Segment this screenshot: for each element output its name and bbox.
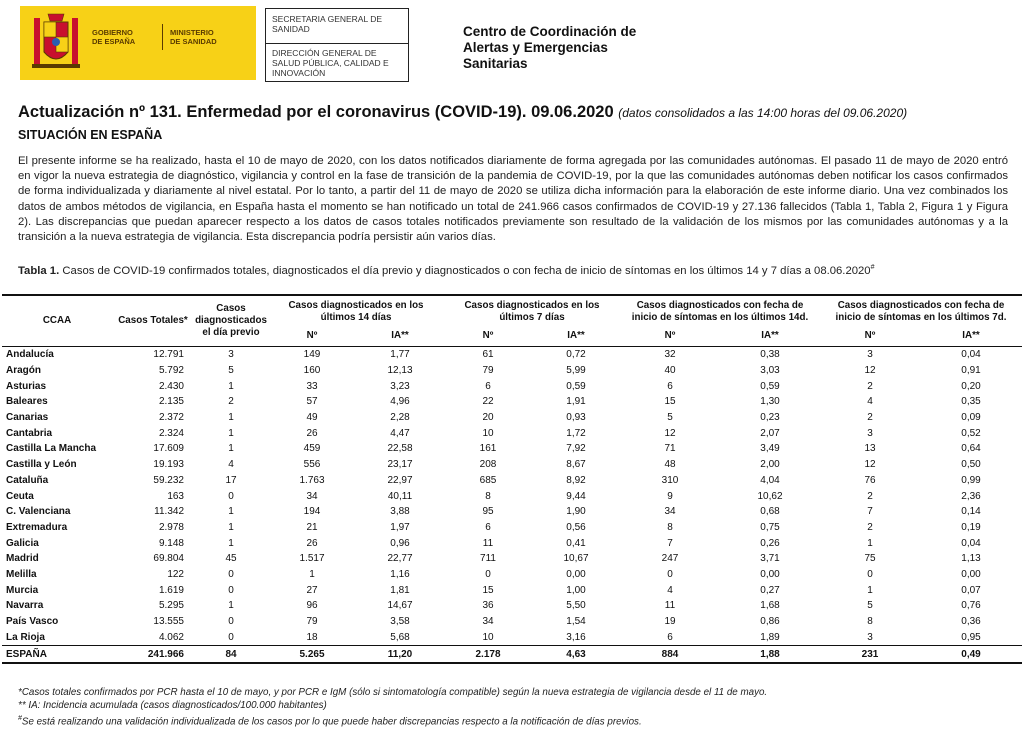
table-cell: 2,00	[760, 459, 780, 471]
subheader-n: Nº	[444, 326, 532, 347]
table-row	[2, 488, 1022, 504]
table-cell: 1.619	[158, 584, 184, 596]
table-cell: 0	[228, 631, 234, 643]
table-cell: 2	[867, 490, 873, 502]
table-cell: 1.517	[299, 553, 325, 565]
table-cell: 1	[867, 537, 873, 549]
subheader-n: Nº	[820, 326, 920, 347]
table-row	[2, 378, 1022, 394]
table-cell: 0,26	[760, 537, 780, 549]
table-cell: 5	[867, 600, 873, 612]
table-cell: 7	[867, 506, 873, 518]
table-cell: 4,63	[532, 646, 620, 664]
table-cell: 40,11	[387, 490, 413, 502]
subheader-ia: IA**	[720, 326, 820, 347]
table-cell: 1	[228, 521, 234, 533]
table-cell-ccaa: Castilla y León	[6, 459, 77, 471]
table-cell: 2	[867, 521, 873, 533]
table-cell: 685	[479, 474, 497, 486]
table-cell: 3	[867, 349, 873, 361]
table-cell: 76	[864, 474, 876, 486]
subheader-ia: IA**	[356, 326, 444, 347]
coat-of-arms-icon	[30, 12, 82, 74]
table-cell: 40	[664, 365, 676, 377]
secretariat-name: SECRETARIA GENERAL DE SANIDAD	[266, 9, 408, 44]
table-cell: 0,99	[961, 474, 981, 486]
section-subtitle: SITUACIÓN EN ESPAÑA	[18, 128, 163, 142]
table-cell: 22,97	[387, 474, 413, 486]
table-cell: 11	[482, 537, 494, 549]
table-cell: 122	[167, 568, 184, 580]
table-cell: 21	[306, 521, 318, 533]
table-cell-ccaa: Canarias	[6, 412, 49, 424]
table-cell: 3,49	[760, 443, 780, 455]
table-cell: 1	[228, 412, 234, 424]
table-cell: 0,93	[566, 412, 586, 424]
subheader-ia: IA**	[532, 326, 620, 347]
table-row	[2, 535, 1022, 551]
table-cell: 49	[306, 412, 318, 424]
table-cell-ccaa: La Rioja	[6, 631, 45, 643]
table-cell: 1	[867, 584, 873, 596]
group-header-diag14: Casos diagnosticados en los últimos 14 días	[268, 295, 444, 326]
table-cell: 0,20	[961, 380, 981, 392]
table-cell: 0	[485, 568, 491, 580]
table-cell-ccaa: Castilla La Mancha	[6, 443, 97, 455]
table-cell: 8	[667, 521, 673, 533]
table-cell: 12	[864, 459, 876, 471]
table-cell: 163	[167, 490, 184, 502]
table-cell-ccaa: Ceuta	[6, 490, 34, 502]
table-cell: 15	[664, 396, 676, 408]
group-header-sint14: Casos diagnosticados con fecha de inicio de síntomas en los últimos 14d.	[620, 295, 820, 326]
table-cell: 2	[228, 396, 234, 408]
table-cell: 8	[867, 616, 873, 628]
table-cell: 0,41	[566, 537, 586, 549]
table-cell: 4.062	[158, 631, 184, 643]
table-cell: 3,71	[760, 553, 780, 565]
col-header-previo: Casos diagnosticados el día previo	[194, 295, 268, 347]
table-cell: 61	[482, 349, 494, 361]
table-cell: 161	[479, 443, 497, 455]
table-cell: 1	[228, 443, 234, 455]
table-cell: 8,67	[566, 459, 586, 471]
table-cell: 6	[667, 631, 673, 643]
table-cell: 0,36	[961, 616, 981, 628]
table-cell: 2,28	[390, 412, 410, 424]
table-cell: 0,68	[760, 506, 780, 518]
table-cell: 22,58	[387, 443, 413, 455]
table-row	[2, 457, 1022, 473]
table-cell: 22,77	[387, 553, 413, 565]
table-cell: 0,96	[390, 537, 410, 549]
logo-divider	[162, 24, 163, 50]
table-cell: 1,97	[390, 521, 410, 533]
table-row	[2, 425, 1022, 441]
table-cell: 1.763	[299, 474, 325, 486]
table-cell: 0,00	[760, 568, 780, 580]
table-cell: 4,04	[760, 474, 780, 486]
table-cell: 12.791	[153, 349, 184, 361]
table-cell: 1,88	[720, 646, 820, 664]
table-cell: 71	[664, 443, 676, 455]
table-cell: 5,99	[566, 365, 586, 377]
table-cell: 0,38	[760, 349, 780, 361]
secretariat-box	[265, 8, 409, 82]
table-cell: 1,68	[760, 600, 780, 612]
table-cell: 11,20	[356, 646, 444, 664]
table-cell: 241.966	[112, 646, 194, 664]
table-cell: 34	[306, 490, 318, 502]
table-cell: 1	[228, 537, 234, 549]
table-cell: 26	[306, 427, 318, 439]
table-cell: 1,54	[566, 616, 586, 628]
table-cell: 7,92	[566, 443, 586, 455]
subheader-n: Nº	[268, 326, 356, 347]
table-cell: 11	[664, 600, 676, 612]
table-cell: 79	[482, 365, 494, 377]
table-caption: Tabla 1. Casos de COVID-19 confirmados totales, diagnosticados el día previo y diagnosticados o con fecha de inicio de síntomas en los últimos 14 y 7 días a 08.06.2020#	[18, 264, 875, 277]
table-cell: 0	[867, 568, 873, 580]
table-cell: 2,07	[760, 427, 780, 439]
table-row	[2, 598, 1022, 614]
table-row	[2, 582, 1022, 598]
table-cell: 2,36	[961, 490, 981, 502]
table-cell: 160	[303, 365, 321, 377]
table-cell: 17	[225, 474, 237, 486]
table-row	[2, 473, 1022, 489]
table-cell: 9,44	[566, 490, 586, 502]
government-name: GOBIERNO DE ESPAÑA	[92, 28, 136, 46]
table-cell: 69.804	[153, 553, 184, 565]
table-row	[2, 441, 1022, 457]
table-cell: 0,56	[566, 521, 586, 533]
table-row	[2, 504, 1022, 520]
table-cell: 12	[864, 365, 876, 377]
table-cell: 0	[667, 568, 673, 580]
table-cell: 10	[482, 631, 494, 643]
table-cell-ccaa: País Vasco	[6, 616, 59, 628]
table-cell: 79	[306, 616, 318, 628]
table-cell: 2	[867, 380, 873, 392]
table-cell: 0,00	[961, 568, 981, 580]
group-header-sint7: Casos diagnosticados con fecha de inicio de síntomas en los últimos 7d.	[820, 295, 1022, 326]
table-cell: 1,91	[566, 396, 586, 408]
table-cell: 5	[667, 412, 673, 424]
table-cell: 231	[820, 646, 920, 664]
table-cell: 0,04	[961, 349, 981, 361]
table-cell: 9	[667, 490, 673, 502]
table-cell: 12	[664, 427, 676, 439]
table-cell: 3,58	[390, 616, 410, 628]
table-cell: 7	[667, 537, 673, 549]
table-cell: 96	[306, 600, 318, 612]
table-cell: 459	[303, 443, 321, 455]
table-cell: 884	[620, 646, 720, 664]
footnote-1: *Casos totales confirmados por PCR hasta el 10 de mayo, y por PCR e IgM (sólo si sintomatología compatible) según la nueva estrategia de vigilancia desde el 11 de mayo.	[18, 687, 768, 698]
table-cell: 0	[228, 584, 234, 596]
table-cell-ccaa: Extremadura	[6, 521, 68, 533]
table-cell: 0,91	[961, 365, 981, 377]
table-cell: 3,23	[390, 380, 410, 392]
table-cell: 84	[194, 646, 268, 664]
table-cell: 10,62	[757, 490, 783, 502]
table-cell: 0,19	[961, 521, 981, 533]
table-cell: 1	[228, 427, 234, 439]
table-cell: 3	[867, 427, 873, 439]
table-cell: 18	[306, 631, 318, 643]
table-cell: 2.324	[158, 427, 184, 439]
table-cell: 0,27	[760, 584, 780, 596]
table-cell: 1,13	[961, 553, 981, 565]
table-cell: 6	[667, 380, 673, 392]
table-cell: 0	[228, 568, 234, 580]
table-cell: 1,16	[390, 568, 410, 580]
table-cell: 14,67	[387, 600, 413, 612]
intro-paragraph: El presente informe se ha realizado, hasta el 10 de mayo de 2020, con los datos notificados diariamente de forma agregada por las comunidades autónomas. El pasado 11 de mayo de 2020 entró en vigor la nueva estrategia de diagnóstico, vigilancia y control en la fase de transición de la pandemia de COVID-19, por la que las comunidades autónomas deben notificar los casos confirmados de forma individualizada y diariamente al nivel estatal. Por lo tanto, a partir del 11 de mayo de 2020 se utiliza dicha información para la elaboración de este informe diario. Una vez combinados los datos de ambos métodos de vigilancia, en España hasta el momento se han notificado un total de 241.966 casos confirmados de COVID-19 y 27.136 fallecidos (Tabla 1, Tabla 2, Figura 1 y Figura 2). Las discrepancias que puedan aparecer respecto a los datos de casos totales notificados previamente son resultado de la validación de los mismos por las comunidades autónomas y a la transición a la nueva estrategia de vigilancia. Esta discrepancia podría persistir aún varios días.	[18, 155, 1008, 244]
table-cell: 208	[479, 459, 497, 471]
table-cell: 0,49	[920, 646, 1022, 664]
table-cell: 2.135	[158, 396, 184, 408]
table-cell-ccaa: Andalucía	[6, 349, 54, 361]
table-cell: 1,72	[566, 427, 586, 439]
table-cell: 33	[306, 380, 318, 392]
table-cell: 3	[867, 631, 873, 643]
table-cell-ccaa: Aragón	[6, 365, 41, 377]
table-cell: 48	[664, 459, 676, 471]
table-cell: 0,59	[566, 380, 586, 392]
table-cell: 1,90	[566, 506, 586, 518]
table-cell: 2.372	[158, 412, 184, 424]
table-cell: 5.295	[158, 600, 184, 612]
table-cell-ccaa: C. Valenciana	[6, 506, 71, 518]
table-cell: 0,04	[961, 537, 981, 549]
table-cell: 3,16	[566, 631, 586, 643]
table-cell: 149	[303, 349, 321, 361]
table-cell: 0,07	[961, 584, 981, 596]
table-cell: 0,75	[760, 521, 780, 533]
table-cell-ccaa: ESPAÑA	[2, 646, 112, 664]
table-cell-ccaa: Baleares	[6, 396, 48, 408]
table-cell: 1	[309, 568, 315, 580]
table-total-row	[2, 646, 1022, 664]
table-cell-ccaa: Melilla	[6, 568, 37, 580]
table-cell: 247	[661, 553, 679, 565]
table-cell: 27	[306, 584, 318, 596]
table-row	[2, 410, 1022, 426]
table-cell-ccaa: Galicia	[6, 537, 39, 549]
table-row	[2, 629, 1022, 645]
table-cell: 1,00	[566, 584, 586, 596]
table-cell: 0,14	[961, 506, 981, 518]
table-cell: 6	[485, 521, 491, 533]
table-cell: 1	[228, 600, 234, 612]
table-cell: 5,68	[390, 631, 410, 643]
table-cell: 3	[228, 349, 234, 361]
table-cell: 0,09	[961, 412, 981, 424]
table-cell-ccaa: Madrid	[6, 553, 39, 565]
table-cell: 20	[482, 412, 494, 424]
table-cell: 10,67	[563, 553, 589, 565]
table-cell: 45	[225, 553, 237, 565]
table-cell: 13.555	[153, 616, 184, 628]
table-cell: 3,88	[390, 506, 410, 518]
table-cell: 0,72	[566, 349, 586, 361]
ministry-name: MINISTERIO DE SANIDAD	[170, 28, 217, 46]
table-row	[2, 520, 1022, 536]
table-cell: 0,35	[961, 396, 981, 408]
government-logo	[20, 6, 256, 80]
table-cell: 4,47	[390, 427, 410, 439]
cases-table	[2, 294, 1022, 664]
table-cell: 2	[867, 412, 873, 424]
table-cell: 2.430	[158, 380, 184, 392]
table-cell: 34	[482, 616, 494, 628]
table-cell: 0,64	[961, 443, 981, 455]
table-body	[2, 347, 1022, 664]
table-cell: 10	[482, 427, 494, 439]
table-cell: 711	[480, 553, 496, 565]
table-cell: 36	[482, 600, 494, 612]
table-cell: 22	[482, 396, 494, 408]
table-cell: 4	[228, 459, 234, 471]
table-row	[2, 551, 1022, 567]
table-cell: 17.609	[153, 443, 184, 455]
subheader-n: Nº	[620, 326, 720, 347]
table-cell: 57	[306, 396, 318, 408]
table-cell: 34	[664, 506, 676, 518]
table-cell: 4	[667, 584, 673, 596]
table-cell: 12,13	[387, 365, 413, 377]
table-cell: 32	[664, 349, 676, 361]
table-cell: 0,59	[760, 380, 780, 392]
table-cell: 6	[485, 380, 491, 392]
table-cell: 310	[661, 474, 679, 486]
table-cell: 9.148	[158, 537, 184, 549]
table-cell: 4,96	[390, 396, 410, 408]
table-cell: 2.978	[158, 521, 184, 533]
table-cell: 1	[228, 380, 234, 392]
table-cell: 1,30	[760, 396, 780, 408]
table-cell: 1,89	[760, 631, 780, 643]
table-cell: 13	[864, 443, 876, 455]
footnote-2: ** IA: Incidencia acumulada (casos diagnosticados/100.000 habitantes)	[18, 700, 327, 711]
table-cell: 0	[228, 490, 234, 502]
table-row	[2, 567, 1022, 583]
table-cell: 15	[482, 584, 494, 596]
table-cell: 556	[303, 459, 321, 471]
table-cell: 0,52	[961, 427, 981, 439]
table-cell: 95	[482, 506, 494, 518]
table-cell-ccaa: Cataluña	[6, 474, 49, 486]
col-header-totales: Casos Totales*	[112, 295, 194, 347]
table-cell: 0,95	[961, 631, 981, 643]
table-cell: 194	[303, 506, 321, 518]
table-cell: 19.193	[153, 459, 184, 471]
table-cell: 5,50	[566, 600, 586, 612]
page-title: Actualización nº 131. Enfermedad por el coronavirus (COVID-19). 09.06.2020 (datos consolidados a las 14:00 horas del 09.06.2020)	[18, 103, 908, 121]
table-cell-ccaa: Murcia	[6, 584, 39, 596]
table-cell: 59.232	[153, 474, 184, 486]
table-cell: 1,81	[390, 584, 410, 596]
table-row	[2, 614, 1022, 630]
footnotes	[18, 686, 767, 728]
subheader-ia: IA**	[920, 326, 1022, 347]
table-cell: 8	[485, 490, 491, 502]
table-cell: 1,77	[390, 349, 410, 361]
table-cell-ccaa: Asturias	[6, 380, 47, 392]
col-header-ccaa: CCAA	[2, 295, 112, 347]
table-cell: 8,92	[566, 474, 586, 486]
table-cell: 5	[228, 365, 234, 377]
table-cell: 75	[864, 553, 876, 565]
table-cell-ccaa: Navarra	[6, 600, 44, 612]
table-cell: 5.265	[268, 646, 356, 664]
directorate-name: DIRECCIÓN GENERAL DE SALUD PÚBLICA, CALIDAD E INNOVACIÓN	[272, 48, 389, 78]
table-cell: 23,17	[387, 459, 413, 471]
centre-name: Centro de Coordinación de Alertas y Emergencias Sanitarias	[463, 24, 637, 71]
table-cell: 0,76	[961, 600, 981, 612]
table-row	[2, 394, 1022, 410]
group-header-diag7: Casos diagnosticados en los últimos 7 días	[444, 295, 620, 326]
table-row	[2, 363, 1022, 379]
table-cell: 5.792	[158, 365, 184, 377]
table-cell: 0,50	[961, 459, 981, 471]
table-cell: 0,00	[566, 568, 586, 580]
table-cell: 26	[306, 537, 318, 549]
table-cell: 11.342	[154, 506, 184, 518]
table-cell: 4	[867, 396, 873, 408]
table-cell: 2.178	[444, 646, 532, 664]
table-cell: 1	[228, 506, 234, 518]
table-cell: 3,03	[760, 365, 780, 377]
table-cell: 0,23	[760, 412, 780, 424]
table-row	[2, 347, 1022, 363]
table-cell: 0	[228, 616, 234, 628]
table-cell: 0,86	[760, 616, 780, 628]
table-cell: 19	[664, 616, 676, 628]
title-note: (datos consolidados a las 14:00 horas del 09.06.2020)	[618, 106, 908, 120]
footnote-3: #Se está realizando una validación individualizada de los casos por lo que puede haber discrepancias respecto a la notificación de días previos.	[18, 715, 642, 728]
table-cell-ccaa: Cantabria	[6, 427, 53, 439]
